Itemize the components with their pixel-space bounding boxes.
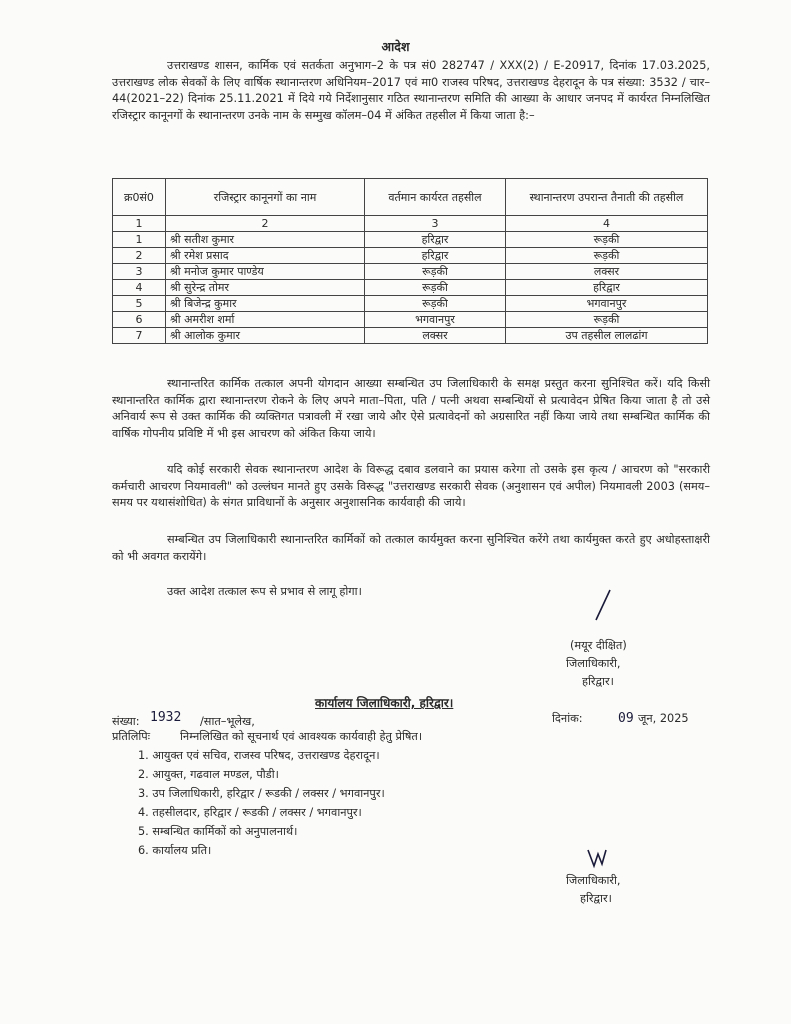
row-serial: 1 xyxy=(113,232,166,248)
column-number-row xyxy=(113,216,708,232)
row-new-tehsil: रूड़की xyxy=(506,232,708,248)
recipient-item: 3. उप जिलाधिकारी, हरिद्वार / रूडकी / लक्सर / भगवानपुर। xyxy=(138,787,385,800)
row-serial: 2 xyxy=(113,248,166,264)
row-name: श्री बिजेन्द्र कुमार xyxy=(166,296,365,312)
header-current-tehsil: वर्तमान कार्यरत तहसील xyxy=(365,179,506,216)
row-serial: 5 xyxy=(113,296,166,312)
recipient-item: 2. आयुक्त, गढवाल मण्डल, पौडी। xyxy=(138,768,279,781)
intro-paragraph: उत्तराखण्ड शासन, कार्मिक एवं सतर्कता अनुभाग–2 के पत्र सं0 282747 / XXX(2) / E-20917, दिनांक 17.03.2025, उत्तराखण्ड लोक सेवकों के लिए वार्षिक स्थानान्तरण अधिनियम–2017 एवं मा0 राजस्व परिषद, उत्तराखण्ड देहरादून के पत्र संख्या: 3532 / चार–44(2021–22) दिनांक 25.11.2021 में दिये गये निर्देशानुसार गठित स्थानान्तरण समिति की आख्या के आधार जनपद में कार्यरत निम्नलिखित रजिस्ट्रार कानूनगों के स्थानान्तरण उनके नाम के सम्मुख कॉलम–04 में अंकित तहसील में किया जाता है:– xyxy=(112,59,710,122)
date-rest: जून, 2025 xyxy=(638,712,689,725)
row-name: श्री आलोक कुमार xyxy=(166,328,365,344)
row-name: श्री रमेश प्रसाद xyxy=(166,248,365,264)
date-label: दिनांक: xyxy=(552,712,583,725)
copy-label: प्रतिलिपिः xyxy=(112,730,151,743)
date-day: 09 xyxy=(618,711,634,726)
table-row xyxy=(113,296,708,312)
ref-label: संख्या: xyxy=(112,715,140,728)
table-row xyxy=(113,280,708,296)
row-current-tehsil: हरिद्वार xyxy=(365,232,506,248)
signatory2-place: हरिद्वार। xyxy=(580,892,612,905)
row-current-tehsil: लक्सर xyxy=(365,328,506,344)
row-serial: 3 xyxy=(113,264,166,280)
signatory-place: हरिद्वार। xyxy=(582,675,614,688)
row-new-tehsil: उप तहसील लालढांग xyxy=(506,328,708,344)
pressure-paragraph: यदि कोई सरकारी सेवक स्थानान्तरण आदेश के विरूद्ध दबाव डलवाने का प्रयास करेगा तो उसके इस कृत्य / आचरण को "सरकारी कर्मचारी आचरण नियमावली" को उल्लंघन मानते हुए उसके विरूद्ध "उत्तराखण्ड सरकारी सेवक (अनुशासन एवं अपील) नियमावली 2003 (समय–समय पर यथासंशोधित) के संगत प्राविधानों के अनुसार अनुशासनिक कार्यवाही की जाये। xyxy=(112,463,710,510)
row-current-tehsil: रूड़की xyxy=(365,296,506,312)
signatory-name: (मयूर दीक्षित) xyxy=(570,639,627,652)
recipient-item: 1. आयुक्त एवं सचिव, राजस्व परिषद, उत्तराखण्ड देहरादून। xyxy=(138,749,380,762)
table-header-row xyxy=(113,179,708,216)
copy-intro: निम्नलिखित को सूचनार्थ एवं आवश्यक कार्यवाही हेतु प्रेषित। xyxy=(180,730,423,743)
row-name: श्री मनोज कुमार पाण्डेय xyxy=(166,264,365,280)
recipient-item: 4. तहसीलदार, हरिद्वार / रूडकी / लक्सर / भगवानपुर। xyxy=(138,806,362,819)
row-serial: 4 xyxy=(113,280,166,296)
row-new-tehsil: रूड़की xyxy=(506,248,708,264)
row-new-tehsil: रूड़की xyxy=(506,312,708,328)
signatory2-designation: जिलाधिकारी, xyxy=(566,874,621,887)
ref-number: 1932 xyxy=(150,710,182,725)
office-title: कार्यालय जिलाधिकारी, हरिद्वार। xyxy=(315,696,454,710)
row-current-tehsil: रूड़की xyxy=(365,264,506,280)
row-new-tehsil: भगवानपुर xyxy=(506,296,708,312)
col-number: 4 xyxy=(506,216,708,232)
row-serial: 6 xyxy=(113,312,166,328)
row-name: श्री सुरेन्द्र तोमर xyxy=(166,280,365,296)
col-number: 1 xyxy=(113,216,166,232)
row-new-tehsil: हरिद्वार xyxy=(506,280,708,296)
recipient-item: 6. कार्यालय प्रति। xyxy=(138,844,212,857)
col-number: 3 xyxy=(365,216,506,232)
joining-paragraph: स्थानान्तरित कार्मिक तत्काल अपनी योगदान आख्या सम्बन्धित उप जिलाधिकारी के समक्ष प्रस्तुत करना सुनिश्चित करें। यदि किसी स्थानान्तरित कार्मिक द्वारा स्थानान्तरण रोकने के लिए अपने माता–पिता, पति / पत्नी अथवा सम्बन्धियों से प्रत्यावेदन प्रेषित किया जाता है तो उसे अनिवार्य रूप से उक्त कार्मिक की व्यक्तिगत पत्रावली में रखा जाये और ऐसे प्रत्यावेदनों को अग्रसारित नहीं किया जाये तथा सम्बन्धित कार्मिक की वार्षिक गोपनीय प्रविष्टि में भी इस आचरण को अंकित किया जाये। xyxy=(112,377,710,440)
signatory-designation: जिलाधिकारी, xyxy=(566,657,621,670)
table-row xyxy=(113,312,708,328)
row-serial: 7 xyxy=(113,328,166,344)
row-current-tehsil: रूड़की xyxy=(365,280,506,296)
row-current-tehsil: हरिद्वार xyxy=(365,248,506,264)
effect-paragraph: उक्त आदेश तत्काल रूप से प्रभाव से लागू होगा। xyxy=(167,585,362,598)
row-current-tehsil: भगवानपुर xyxy=(365,312,506,328)
signature-mark xyxy=(592,588,616,624)
header-name: रजिस्ट्रार कानूनगों का नाम xyxy=(166,179,365,216)
table-row xyxy=(113,328,708,344)
row-new-tehsil: लक्सर xyxy=(506,264,708,280)
relieve-paragraph: सम्बन्धित उप जिलाधिकारी स्थानान्तरित कार्मिकों को तत्काल कार्यमुक्त करना सुनिश्चित करेंगे तथा कार्यमुक्त करते हुए अधोहस्ताक्षरी को भी अवगत करायेंगे। xyxy=(112,533,710,563)
transfer-table xyxy=(112,178,708,344)
row-name: श्री अमरीश शर्मा xyxy=(166,312,365,328)
row-name: श्री सतीश कुमार xyxy=(166,232,365,248)
recipient-item: 5. सम्बन्धित कार्मिकों को अनुपालनार्थ। xyxy=(138,825,298,838)
table-row xyxy=(113,232,708,248)
table-row xyxy=(113,248,708,264)
signature-mark xyxy=(584,848,610,870)
header-serial: क्र0सं0 xyxy=(113,179,166,216)
order-heading: आदेश xyxy=(381,39,410,54)
table-row xyxy=(113,264,708,280)
header-new-tehsil: स्थानान्तरण उपरान्त तैनाती की तहसील xyxy=(506,179,708,216)
ref-suffix: /सात–भूलेख, xyxy=(200,715,255,728)
col-number: 2 xyxy=(166,216,365,232)
